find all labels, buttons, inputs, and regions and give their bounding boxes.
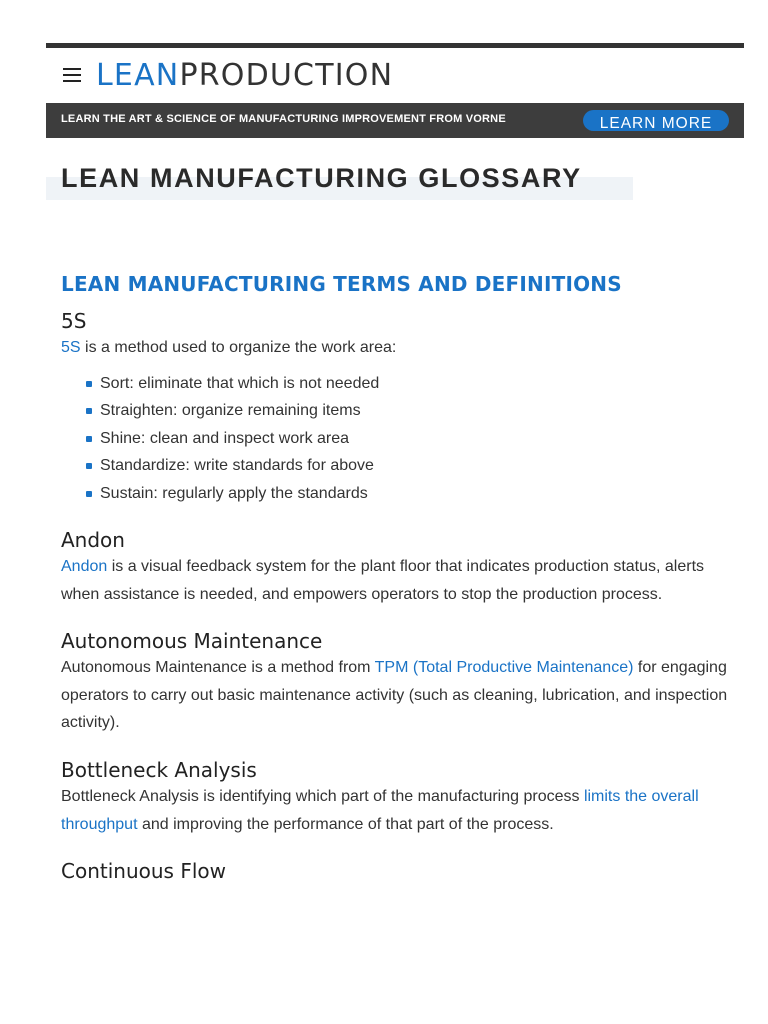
site-header: [46, 48, 744, 103]
term-definition-andon: [61, 553, 731, 608]
term-definition-autonomous-maintenance: [61, 654, 731, 737]
term-heading-continuous-flow: Continuous Flow: [61, 859, 226, 884]
list-item: Standardize: write standards for above: [61, 452, 731, 480]
page-title: LEAN MANUFACTURING GLOSSARY: [61, 163, 582, 193]
definition-text: and improving the performance of that part of the process.: [137, 815, 554, 833]
definition-text: Bottleneck Analysis is identifying which part of the manufacturing process: [61, 788, 584, 806]
definition-text: is a method used to organize the work area:: [80, 339, 397, 356]
term-heading-andon: Andon: [61, 528, 125, 553]
promo-text: LEARN THE ART & SCIENCE OF MANUFACTURING IMPROVEMENT FROM VORNE: [61, 113, 506, 125]
logo-production: PRODUCTION: [179, 58, 394, 93]
learn-more-button[interactable]: LEARN MORE: [583, 110, 729, 131]
list-item: Shine: clean and inspect work area: [61, 425, 731, 453]
list-item: Straighten: organize remaining items: [61, 397, 731, 425]
definition-text: for engaging operators to carry out basic maintenance activity (such as cleaning, lubrication, and inspection activity).: [61, 659, 728, 732]
definition-text: Autonomous Maintenance is a method from: [61, 659, 375, 677]
link-limits-throughput[interactable]: limits the overall throughput: [61, 788, 699, 833]
term-heading-5s: 5S: [61, 309, 87, 333]
link-andon[interactable]: Andon: [61, 558, 108, 576]
list-item: Sort: eliminate that which is not needed: [61, 370, 731, 398]
hamburger-menu-icon[interactable]: [63, 68, 81, 82]
link-tpm[interactable]: TPM (Total Productive Maintenance): [374, 659, 634, 677]
logo-lean: LEAN: [96, 58, 180, 93]
site-logo[interactable]: [96, 57, 393, 95]
list-item: Sustain: regularly apply the standards: [61, 480, 731, 508]
definition-text: is a visual feedback system for the plant floor that indicates production status, alerts when assistance is needed, and empowers operators to stop the production process.: [61, 558, 705, 603]
link-5s[interactable]: 5S: [61, 339, 81, 356]
term-heading-bottleneck-analysis: Bottleneck Analysis: [61, 758, 257, 783]
main-content: [61, 270, 731, 884]
term-heading-autonomous-maintenance: Autonomous Maintenance: [61, 629, 323, 654]
term-definition-5s: [61, 334, 731, 362]
5s-list: [61, 370, 731, 508]
promo-bar: [46, 103, 744, 138]
section-title: LEAN MANUFACTURING TERMS AND DEFINITIONS: [61, 272, 622, 296]
term-definition-bottleneck-analysis: [61, 783, 731, 838]
